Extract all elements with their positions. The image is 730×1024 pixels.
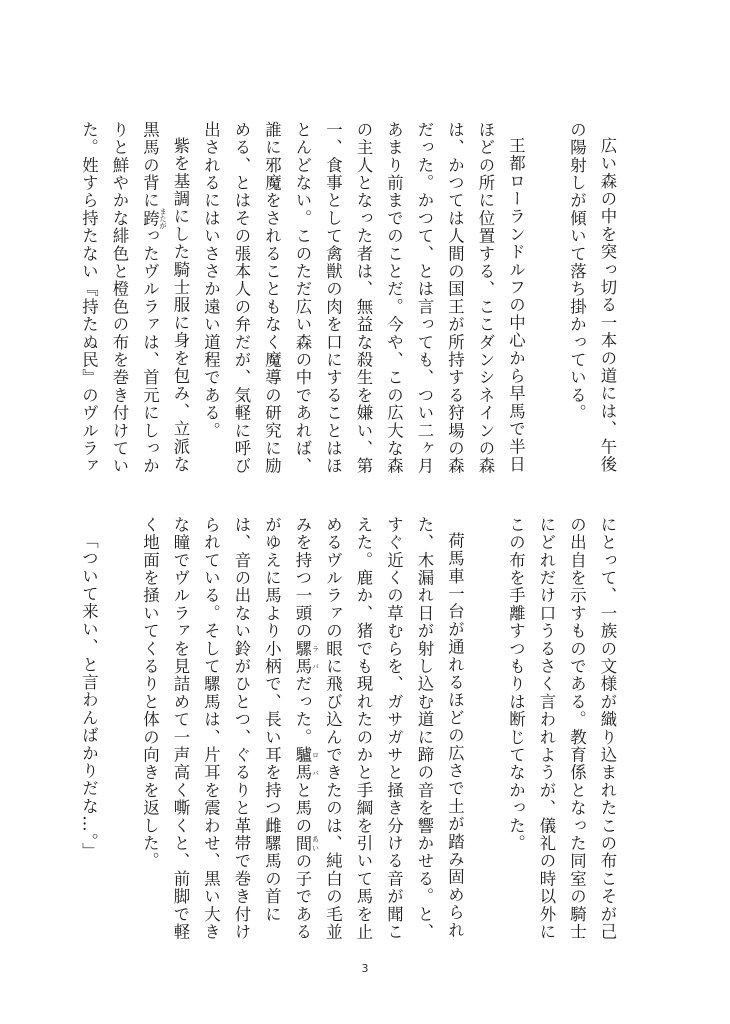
ruby-reading: ラバ [311,639,320,676]
ruby-roba [293,746,320,782]
ruby-matagaru [140,207,167,229]
paragraph-3-text-b: ったヴルラァは、首元にしっかりと鮮やかな緋色と橙色の布を巻き付けていた。姓すら持たない『持たぬ民』のヴルラァ [79,121,160,476]
paragraph-3-text-a: 紫を基調にした騎士服に身を包み、立派な黒馬の背に [140,121,190,474]
paragraph-2: 王都ローランドルフの中心から早馬で半日ほどの所に位置する、ここダンシネインの森は、かつては人間の国王が所持する狩場の森だった。かつて、とは言っても、つい二ヶ月あまり前までのことだ。今や、この広大な森の主人となった者は、無益な殺生を嫌い、第一、食事として禽獣の肉を口にすることはほとんどない。このただ広い森の中であれば、誰に邪魔をされることもなく魔導の研究に励める、とはその張本人の弁だが、気軽に呼び出されるにはいささか遠い道程である。 [201,121,526,475]
ruby-base: 騾馬 [293,639,312,676]
ruby-ai [293,834,320,853]
paragraph-1: 広い森の中を突っ切る一本の道には、午後の陽射しが傾いて落ち掛かっている。 [567,121,617,474]
ruby-reading: ロバ [311,746,320,782]
ruby-base: 間 [293,834,312,853]
paragraph-4-text-c: と馬の [293,781,312,835]
paragraph-4-text-a: 荷馬車一台が通れるほどの広さで土が踏み固められた、木漏れ日が射し込む道に蹄の音を響かせる。と、すぐ近くの草むらを、ガサガサと掻き分ける音が聞こえた。鹿か、猪でも現れたのかと手綱を引いて馬を止めるヴルラァの眼に飛び込んできたのは、純白の毛並みを持つ一頭の [293,516,465,941]
paragraph-4 [134,516,470,948]
paragraph-gap [531,121,562,481]
ruby-reading: またが [159,207,167,229]
upper-text-column [79,121,622,481]
paragraph-4-text-b: だった。 [293,675,312,747]
ruby-base: 跨 [140,207,160,229]
ruby-raba [293,639,320,676]
paragraph-3 [73,121,195,481]
page-number: 3 [361,962,369,975]
paragraph-5-dialogue: 「ついて来い、と言わんばかりだな…。」 [79,532,99,861]
ruby-base: 驢馬 [293,746,312,782]
paragraph-4-text-d: の子であるがゆえに馬より小柄で、長い耳を持つ雌騾馬の首には、音の出ない鈴がひとつ、ぐるりと革帯で巻き付けられている。そして騾馬は、片耳を震わせ、黒い大きな瞳でヴルラァを見詰めて一声高く嘶くと、前脚で軽く地面を掻いてくるりと体の向きを返した。 [140,516,312,941]
ruby-reading: あい [311,834,320,853]
paragraph-3-continued: にとって、一族の文様が織り込まれたこの布こそが己の出自を示すものである。教育係となった同室の騎士にどれだけ口うるさく言われようが、儀礼の時以外にこの布を手離すつもりは断じてなかった。 [506,516,617,941]
paragraph-gap [104,516,135,948]
paragraph-gap [470,516,501,948]
lower-text-column [79,516,622,948]
